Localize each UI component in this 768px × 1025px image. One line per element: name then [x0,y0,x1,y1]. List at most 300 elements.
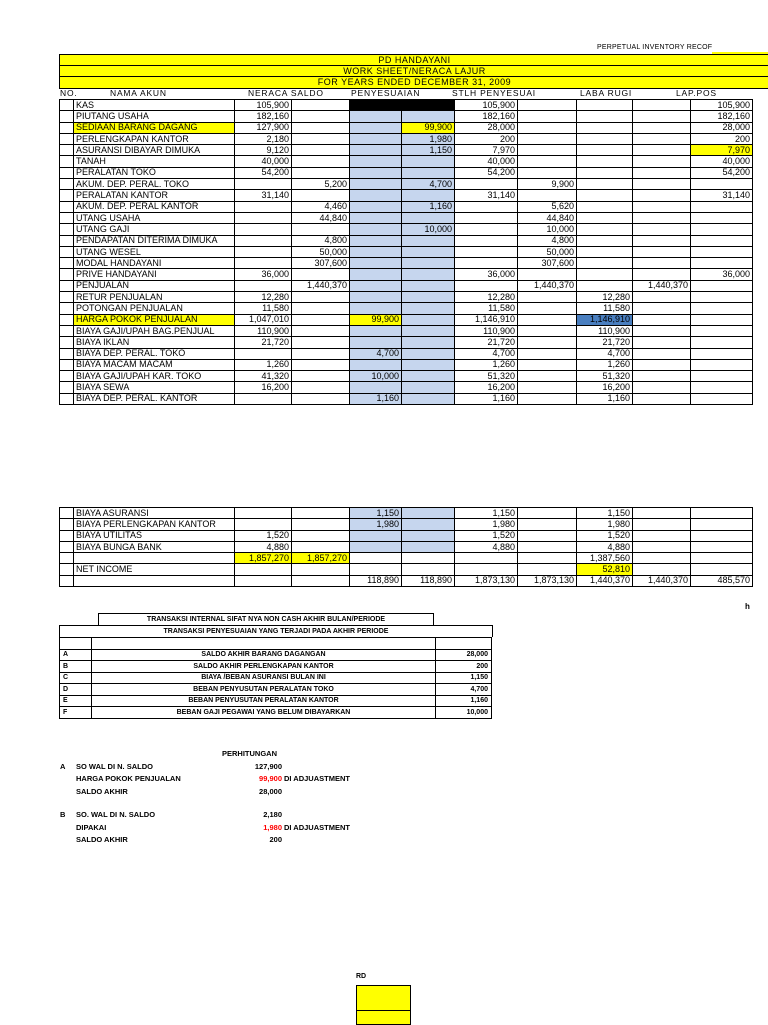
value-cell: 10,000 [402,224,455,235]
value-cell [633,314,691,325]
account-name-cell: BIAYA DEP. PERAL. KANTOR [74,393,235,404]
row-number-cell [60,382,74,393]
account-name-cell: NET INCOME [74,564,235,575]
list-key-cell: B [60,661,92,673]
value-cell [518,393,577,404]
value-cell [292,167,350,178]
value-cell [292,314,350,325]
value-cell [518,337,577,348]
value-cell [633,564,691,575]
account-name-cell: TANAH [74,156,235,167]
account-name-cell: BIAYA DEP. PERAL. TOKO [74,348,235,359]
table-row [60,133,753,144]
table-row [60,371,753,382]
calc-a-line1-value: 127,900 [254,762,282,771]
value-cell [518,111,577,122]
value-cell [633,382,691,393]
value-cell [292,325,350,336]
value-cell [691,553,753,564]
value-cell [518,292,577,303]
value-cell: 105,900 [691,100,753,111]
calc-b-line1-value: 2,180 [263,810,282,819]
value-cell: 1,047,010 [235,314,292,325]
value-cell: 1,160 [350,393,402,404]
value-cell [402,564,455,575]
value-cell [292,337,350,348]
value-cell [633,303,691,314]
table-row [60,122,753,133]
value-cell: 7,970 [691,145,753,156]
row-number-cell [60,201,74,212]
list-description-cell: BEBAN GAJI PEGAWAI YANG BELUM DIBAYARKAN [92,707,436,719]
calc-a-key: A [60,762,66,771]
value-cell [350,224,402,235]
row-number-cell [60,167,74,178]
list-key-cell: E [60,695,92,707]
value-cell: 1,857,270 [235,553,292,564]
table-row [60,111,753,122]
value-cell [292,359,350,370]
value-cell [691,224,753,235]
value-cell [292,292,350,303]
col-header-income: LABA RUGI [580,88,633,98]
table-row [60,530,753,541]
company-title: PD HANDAYANI [59,54,768,67]
value-cell [691,246,753,257]
value-cell [350,269,402,280]
value-cell [235,564,292,575]
value-cell: 1,440,370 [292,280,350,291]
account-name-cell: PERALATAN TOKO [74,167,235,178]
value-cell: 1,160 [455,393,518,404]
table-row [60,190,753,201]
value-cell: 1,150 [350,508,402,519]
row-number-cell [60,111,74,122]
value-cell [577,133,633,144]
list-item [60,684,492,696]
value-cell: 307,600 [292,258,350,269]
value-cell [350,530,402,541]
value-cell [633,393,691,404]
value-cell [577,100,633,111]
list-empty-cell [92,638,436,650]
value-cell: 1,146,910 [455,314,518,325]
list-value-cell: 200 [436,661,492,673]
value-cell [577,156,633,167]
value-cell: 99,900 [350,314,402,325]
value-cell [633,235,691,246]
value-cell [518,530,577,541]
list-item [60,649,492,661]
value-cell: 105,900 [455,100,518,111]
value-cell [577,212,633,223]
value-cell: 5,620 [518,201,577,212]
table-row [60,519,753,530]
value-cell: 40,000 [455,156,518,167]
value-cell [518,508,577,519]
calc-title: PERHITUNGAN [222,749,278,758]
value-cell [691,393,753,404]
row-number-cell [60,564,74,575]
account-name-cell: PERLENGKAPAN KANTOR [74,133,235,144]
value-cell [518,269,577,280]
row-number-cell [60,348,74,359]
value-cell [235,519,292,530]
list-value-cell: 1,160 [436,695,492,707]
worksheet-table-continued [59,507,753,587]
value-cell: 1,260 [455,359,518,370]
value-cell [691,258,753,269]
value-cell: 118,890 [350,575,402,586]
row-number-cell [60,303,74,314]
account-name-cell: PIUTANG USAHA [74,111,235,122]
value-cell: 110,900 [235,325,292,336]
value-cell [350,553,402,564]
stray-mark: h [745,602,750,611]
value-cell [577,235,633,246]
table-row [60,553,753,564]
value-cell [455,553,518,564]
account-name-cell: BIAYA BUNGA BANK [74,541,235,552]
value-cell [518,325,577,336]
value-cell [292,382,350,393]
value-cell [455,224,518,235]
account-name-cell: BIAYA ASURANSI [74,508,235,519]
table-row [60,167,753,178]
table-row [60,179,753,190]
value-cell [633,145,691,156]
value-cell: 16,200 [455,382,518,393]
value-cell: 4,700 [577,348,633,359]
value-cell [292,575,350,586]
value-cell: 4,700 [402,179,455,190]
value-cell: 182,160 [455,111,518,122]
value-cell [402,269,455,280]
value-cell [292,348,350,359]
value-cell: 4,700 [455,348,518,359]
row-number-cell [60,337,74,348]
calc-a-line3-label: SALDO AKHIR [76,787,128,796]
account-name-cell: HARGA POKOK PENJUALAN [74,314,235,325]
calc-a-line2-value: 99,900 [259,774,282,783]
row-number-cell [60,519,74,530]
value-cell [350,246,402,257]
value-cell [518,382,577,393]
calc-b-key: B [60,810,66,819]
value-cell [292,519,350,530]
value-cell: 307,600 [518,258,577,269]
table-row [60,564,753,575]
value-cell [292,156,350,167]
value-cell [235,508,292,519]
table-row [60,575,753,586]
row-number-cell [60,269,74,280]
value-cell [518,371,577,382]
list-header-row [60,638,492,650]
value-cell [518,303,577,314]
value-cell [292,541,350,552]
value-cell [402,246,455,257]
list-title-1: TRANSAKSI INTERNAL SIFAT NYA NON CASH AKHIR BULAN/PERIODE [98,613,434,625]
value-cell [633,553,691,564]
value-cell [402,382,455,393]
row-number-cell [60,541,74,552]
value-cell [691,201,753,212]
value-cell: 200 [691,133,753,144]
value-cell: 31,140 [691,190,753,201]
period-title: FOR YEARS ENDED DECEMBER 31, 2009 [59,76,768,89]
row-number-cell [60,246,74,257]
account-name-cell: BIAYA SEWA [74,382,235,393]
value-cell [518,553,577,564]
value-cell [518,167,577,178]
value-cell [633,201,691,212]
value-cell [577,190,633,201]
account-name-cell: UTANG WESEL [74,246,235,257]
value-cell [292,133,350,144]
value-cell [633,167,691,178]
value-cell [633,179,691,190]
value-cell [402,519,455,530]
row-number-cell [60,145,74,156]
value-cell [235,179,292,190]
value-cell [691,508,753,519]
value-cell: 1,857,270 [292,553,350,564]
value-cell [235,246,292,257]
row-number-cell [60,508,74,519]
bottom-yellow-cell-2 [356,998,411,1011]
row-number-cell [60,292,74,303]
value-cell [235,224,292,235]
bottom-yellow-cell-3 [356,1011,411,1025]
table-row [60,292,753,303]
value-cell [402,280,455,291]
value-cell [402,111,455,122]
table-row [60,508,753,519]
value-cell: 31,140 [235,190,292,201]
value-cell [691,530,753,541]
table-row [60,269,753,280]
value-cell [292,530,350,541]
value-cell [577,258,633,269]
value-cell [577,111,633,122]
value-cell: 1,980 [455,519,518,530]
value-cell [350,179,402,190]
value-cell [350,212,402,223]
value-cell [633,292,691,303]
value-cell [577,179,633,190]
value-cell: 51,320 [455,371,518,382]
value-cell [691,292,753,303]
account-name-cell: PENJUALAN [74,280,235,291]
inventory-method-note: PERPETUAL INVENTORY RECOF [597,44,713,51]
value-cell [235,393,292,404]
value-cell [402,541,455,552]
account-name-cell: MODAL HANDAYANI [74,258,235,269]
value-cell [402,314,455,325]
value-cell [518,190,577,201]
value-cell [518,156,577,167]
row-number-cell [60,325,74,336]
value-cell [691,325,753,336]
value-cell [350,337,402,348]
account-name-cell: UTANG GAJI [74,224,235,235]
table-row [60,337,753,348]
value-cell [518,100,577,111]
value-cell: 1,160 [577,393,633,404]
value-cell [350,292,402,303]
value-cell [350,111,402,122]
value-cell [402,553,455,564]
row-number-cell [60,371,74,382]
value-cell [633,348,691,359]
list-description-cell: SALDO AKHIR PERLENGKAPAN KANTOR [92,661,436,673]
row-number-cell [60,314,74,325]
value-cell [633,269,691,280]
account-name-cell: BIAYA GAJI/UPAH BAG.PENJUAL [74,325,235,336]
value-cell [577,201,633,212]
account-name-cell: RETUR PENJUALAN [74,292,235,303]
account-name-cell: PRIVE HANDAYANI [74,269,235,280]
account-name-cell [74,575,235,586]
value-cell: 51,320 [577,371,633,382]
account-name-cell: ASURANSI DIBAYAR DIMUKA [74,145,235,156]
value-cell: 12,280 [235,292,292,303]
row-number-cell [60,359,74,370]
value-cell: 44,840 [518,212,577,223]
adjustment-list [59,637,492,719]
list-key-cell: F [60,707,92,719]
value-cell [402,348,455,359]
calc-a-line2-label: HARGA POKOK PENJUALAN [76,774,181,783]
value-cell: 31,140 [455,190,518,201]
value-cell [292,371,350,382]
col-header-adjustment: PENYESUAIAN [351,88,421,98]
table-row [60,258,753,269]
table-row [60,280,753,291]
value-cell: 21,720 [455,337,518,348]
value-cell [691,280,753,291]
value-cell [633,212,691,223]
value-cell: 21,720 [235,337,292,348]
value-cell [633,122,691,133]
list-value-cell: 28,000 [436,649,492,661]
value-cell: 1,440,370 [633,575,691,586]
list-value-cell: 10,000 [436,707,492,719]
table-row [60,156,753,167]
value-cell [292,508,350,519]
value-cell [691,519,753,530]
value-cell: 1,520 [235,530,292,541]
value-cell [633,519,691,530]
value-cell [235,201,292,212]
value-cell [350,156,402,167]
value-cell: 127,900 [235,122,292,133]
value-cell [402,371,455,382]
value-cell [455,280,518,291]
value-cell [455,235,518,246]
value-cell: 9,900 [518,179,577,190]
table-row [60,314,753,325]
value-cell [455,201,518,212]
value-cell [292,100,350,111]
value-cell: 1,873,130 [518,575,577,586]
col-header-balance: LAP.POS [676,88,717,98]
calc-a-line3-value: 28,000 [259,787,282,796]
value-cell: 28,000 [691,122,753,133]
value-cell [402,359,455,370]
bottom-fragment-text: RD [356,973,367,980]
value-cell [235,258,292,269]
value-cell [633,111,691,122]
value-cell [691,541,753,552]
value-cell [402,190,455,201]
col-header-no: NO. [60,88,78,98]
table-row [60,212,753,223]
table-row [60,246,753,257]
list-description-cell: BEBAN PENYUSUTAN PERALATAN KANTOR [92,695,436,707]
value-cell: 182,160 [691,111,753,122]
value-cell [633,190,691,201]
list-key-cell: D [60,684,92,696]
value-cell: 4,880 [235,541,292,552]
list-item [60,672,492,684]
value-cell [691,337,753,348]
list-title-2: TRANSAKSI PENYESUAIAN YANG TERJADI PADA AKHIR PERIODE [59,625,493,637]
list-item [60,707,492,719]
table-row [60,235,753,246]
value-cell [292,145,350,156]
table-row [60,303,753,314]
value-cell: 44,840 [292,212,350,223]
row-number-cell [60,179,74,190]
value-cell: 1,387,560 [577,553,633,564]
list-empty-cell [60,638,92,650]
value-cell: 200 [455,133,518,144]
value-cell: 10,000 [350,371,402,382]
value-cell [518,564,577,575]
account-name-cell: SEDIAAN BARANG DAGANG [74,122,235,133]
value-cell: 54,200 [455,167,518,178]
value-cell: 1,440,370 [577,575,633,586]
value-cell [350,258,402,269]
value-cell [402,325,455,336]
calc-a-line2-suffix: DI ADJUASTMENT [284,774,350,783]
table-row [60,348,753,359]
value-cell: 1,260 [235,359,292,370]
account-name-cell: BIAYA IKLAN [74,337,235,348]
value-cell: 4,800 [518,235,577,246]
value-cell [691,382,753,393]
value-cell [402,393,455,404]
value-cell [350,201,402,212]
row-number-cell [60,258,74,269]
value-cell [518,122,577,133]
list-description-cell: SALDO AKHIR BARANG DAGANGAN [92,649,436,661]
value-cell: 41,320 [235,371,292,382]
value-cell [633,359,691,370]
value-cell [350,303,402,314]
row-number-cell [60,133,74,144]
value-cell: 28,000 [455,122,518,133]
value-cell: 182,160 [235,111,292,122]
value-cell [350,325,402,336]
value-cell [402,167,455,178]
row-number-cell [60,122,74,133]
value-cell [691,212,753,223]
value-cell [633,224,691,235]
value-cell: 1,146,910 [577,314,633,325]
